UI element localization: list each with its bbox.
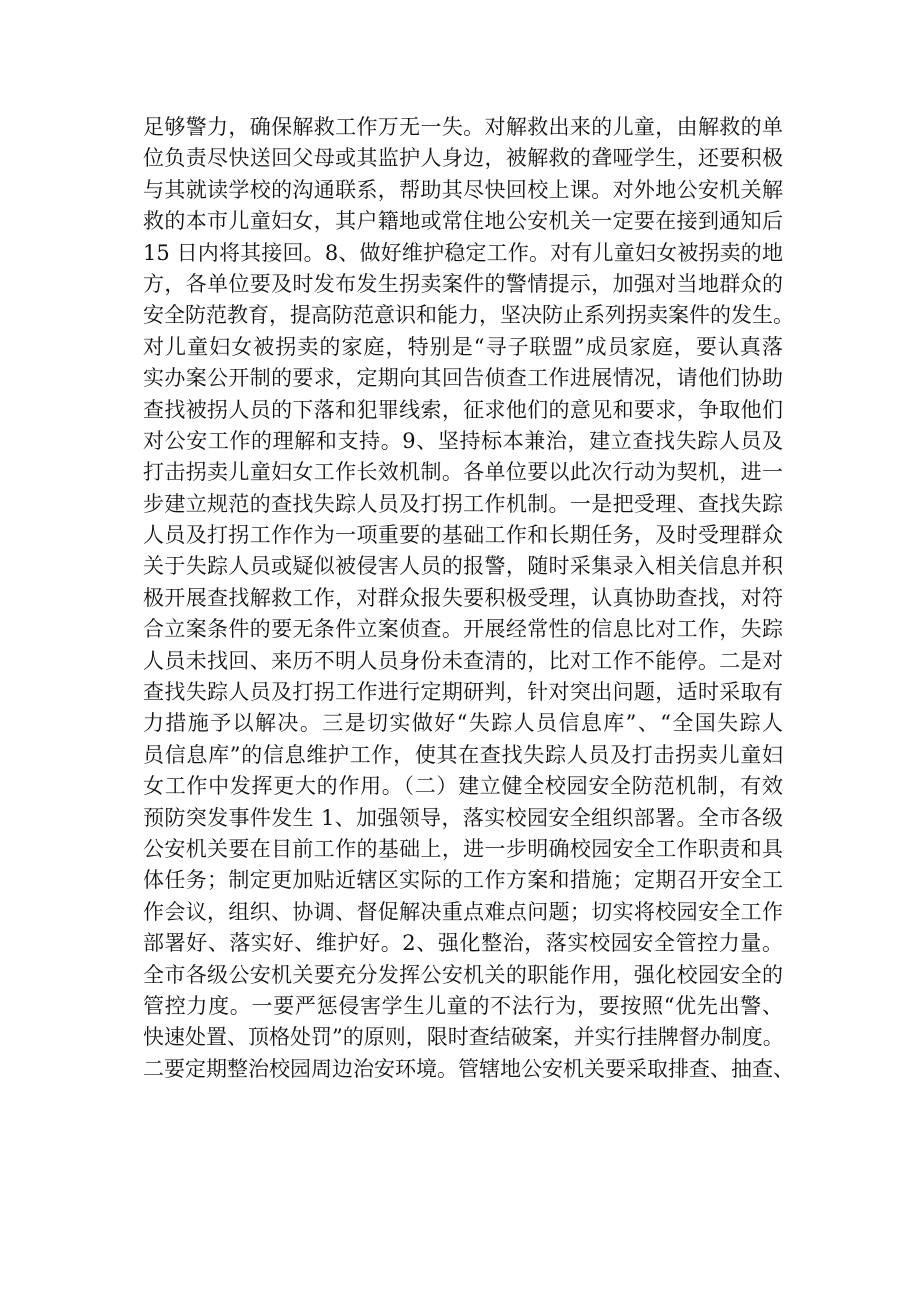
text-line: 体任务；制定更加贴近辖区实际的工作方案和措施；定期召开安全工 bbox=[143, 868, 783, 893]
text-line: 15 日内将其接回。8、做好维护稳定工作。对有儿童妇女被拐卖的地 bbox=[143, 240, 783, 265]
text-line: 合立案条件的要无条件立案侦查。开展经常性的信息比对工作，失踪 bbox=[143, 617, 783, 642]
text-line: 对公安工作的理解和支持。9、坚持标本兼治，建立查找失踪人员及 bbox=[143, 428, 783, 453]
text-line: 女工作中发挥更大的作用。（二）建立健全校园安全防范机制，有效 bbox=[143, 774, 783, 799]
text-line: 救的本市儿童妇女，其户籍地或常住地公安机关一定要在接到通知后 bbox=[143, 209, 783, 234]
text-line: 作会议，组织、协调、督促解决重点难点问题；切实将校园安全工作 bbox=[143, 899, 783, 924]
text-line: 查找被拐人员的下落和犯罪线索，征求他们的意见和要求，争取他们 bbox=[143, 397, 783, 422]
text-line: 与其就读学校的沟通联系，帮助其尽快回校上课。对外地公安机关解 bbox=[143, 177, 783, 202]
text-line: 公安机关要在目前工作的基础上，进一步明确校园安全工作职责和具 bbox=[143, 836, 783, 861]
text-line: 关于失踪人员或疑似被侵害人员的报警，随时采集录入相关信息并积 bbox=[143, 554, 783, 579]
text-line: 部署好、落实好、维护好。2、强化整治，落实校园安全管控力量。 bbox=[143, 931, 783, 956]
text-line: 打击拐卖儿童妇女工作长效机制。各单位要以此次行动为契机，进一 bbox=[143, 460, 783, 485]
text-line: 快速处置、顶格处罚”的原则，限时查结破案，并实行挂牌督办制度。 bbox=[143, 1025, 784, 1050]
text-line: 二要定期整治校园周边治安环境。管辖地公安机关要采取排查、抽查、 bbox=[143, 1056, 794, 1081]
text-line: 人员及打拐工作作为一项重要的基础工作和长期任务，及时受理群众 bbox=[143, 523, 783, 548]
text-line: 预防突发事件发生 1、加强领导，落实校园安全组织部署。全市各级 bbox=[143, 805, 783, 830]
text-line: 足够警力，确保解救工作万无一失。对解救出来的儿童，由解救的单 bbox=[143, 115, 783, 139]
text-line: 查找失踪人员及打拐工作进行定期研判，针对突出问题，适时采取有 bbox=[143, 680, 783, 705]
text-line: 位负责尽快送回父母或其监护人身边，被解救的聋哑学生，还要积极 bbox=[143, 146, 783, 171]
body-text bbox=[143, 112, 794, 1085]
text-line: 安全防范教育，提高防范意识和能力，坚决防止系列拐卖案件的发生。 bbox=[143, 303, 794, 328]
text-line: 实办案公开制的要求，定期向其回告侦查工作进展情况，请他们协助 bbox=[143, 366, 783, 391]
text-line: 极开展查找解救工作，对群众报失要积极受理，认真协助查找，对符 bbox=[143, 585, 783, 610]
text-line: 方，各单位要及时发布发生拐卖案件的警情提示，加强对当地群众的 bbox=[143, 271, 783, 296]
text-line: 人员未找回、来历不明人员身份未查清的，比对工作不能停。二是对 bbox=[143, 648, 783, 673]
text-line: 管控力度。一要严惩侵害学生儿童的不法行为，要按照“优先出警、 bbox=[143, 993, 783, 1018]
text-line: 对儿童妇女被拐卖的家庭，特别是“寻子联盟”成员家庭，要认真落 bbox=[143, 334, 783, 359]
text-line: 员信息库”的信息维护工作，使其在查找失踪人员及打击拐卖儿童妇 bbox=[143, 742, 783, 767]
text-line: 全市各级公安机关要充分发挥公安机关的职能作用，强化校园安全的 bbox=[143, 962, 783, 987]
text-line: 步建立规范的查找失踪人员及打拐工作机制。一是把受理、查找失踪 bbox=[143, 491, 783, 516]
text-line: 力措施予以解决。三是切实做好“失踪人员信息库”、“全国失踪人 bbox=[143, 711, 783, 736]
